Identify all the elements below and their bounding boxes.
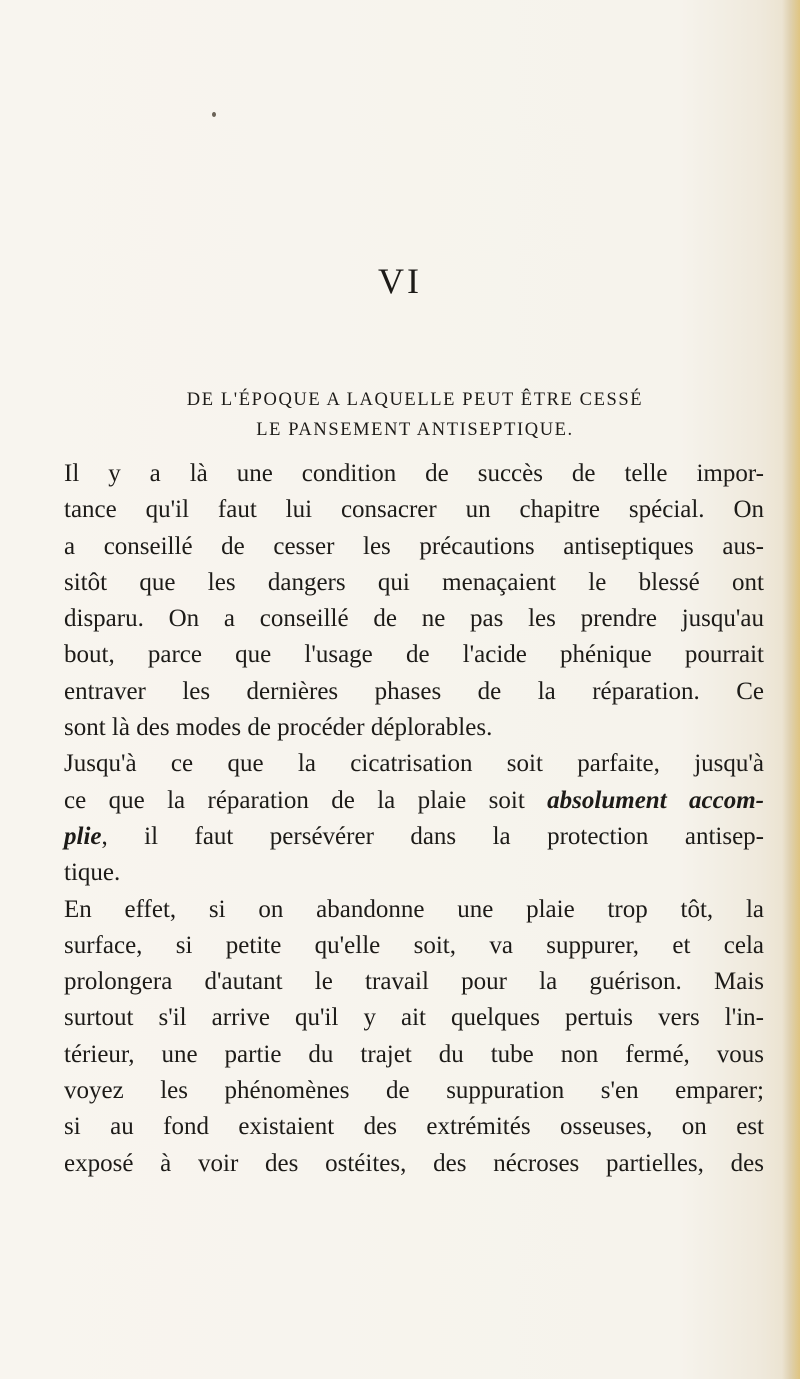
text-line: surface, si petite qu'elle soit, va suppurer, et cela: [64, 931, 764, 959]
text-line: entraver les dernières phases de la réparation. Ce: [64, 677, 764, 705]
text-line: sont là des modes de procéder déplorables.: [64, 714, 493, 742]
chapter-number: VI: [378, 261, 422, 301]
text-line: térieur, une partie du trajet du tube non fermé, vous: [64, 1040, 764, 1068]
text-line: Il y a là une condition de succès de telle impor-: [64, 460, 764, 487]
text-line: [64, 783, 764, 819]
text-line: si au fond existaient des extrémités osseuses, on est: [64, 1113, 764, 1141]
text-line: exposé à voir des ostéites, des nécroses partielles, des: [64, 1149, 764, 1177]
text-line: tique.: [64, 859, 121, 887]
text-fragment: ce que la réparation de la plaie soit: [64, 786, 548, 814]
text-line: sitôt que les dangers qui menaçaient le blessé ont: [64, 568, 764, 596]
text-line: Jusqu'à ce que la cicatrisation soit parfaite, jusqu'à: [64, 750, 764, 778]
text-line: bout, parce que l'usage de l'acide phénique pourrait: [64, 641, 764, 669]
emphasized-text: plie: [64, 822, 102, 850]
chapter-title-line: LE PANSEMENT ANTISEPTIQUE.: [256, 420, 574, 440]
chapter-title: [70, 385, 760, 445]
emphasized-text: absolument accom-: [547, 786, 764, 814]
text-line: tance qu'il faut lui consacrer un chapitre spécial. On: [64, 496, 764, 524]
page-edge-shadow: [782, 0, 800, 1379]
text-line: [64, 819, 764, 855]
text-fragment: , il faut persévérer dans la protection antisep-: [101, 822, 764, 850]
ink-speck: [212, 112, 216, 117]
text-line: disparu. On a conseillé de ne pas les prendre jusqu'au: [64, 605, 764, 633]
text-line: a conseillé de cesser les précautions antiseptiques aus-: [64, 532, 764, 560]
chapter-title-line: DE L'ÉPOQUE A LAQUELLE PEUT ÊTRE CESSÉ: [186, 390, 644, 410]
text-line: prolongera d'autant le travail pour la guérison. Mais: [64, 968, 764, 996]
text-line: voyez les phénomènes de suppuration s'en emparer;: [64, 1077, 764, 1105]
text-line: En effet, si on abandonne une plaie trop tôt, la: [64, 895, 764, 923]
text-line: surtout s'il arrive qu'il y ait quelques pertuis vers l'in-: [64, 1004, 764, 1032]
body-text: [64, 456, 764, 1182]
